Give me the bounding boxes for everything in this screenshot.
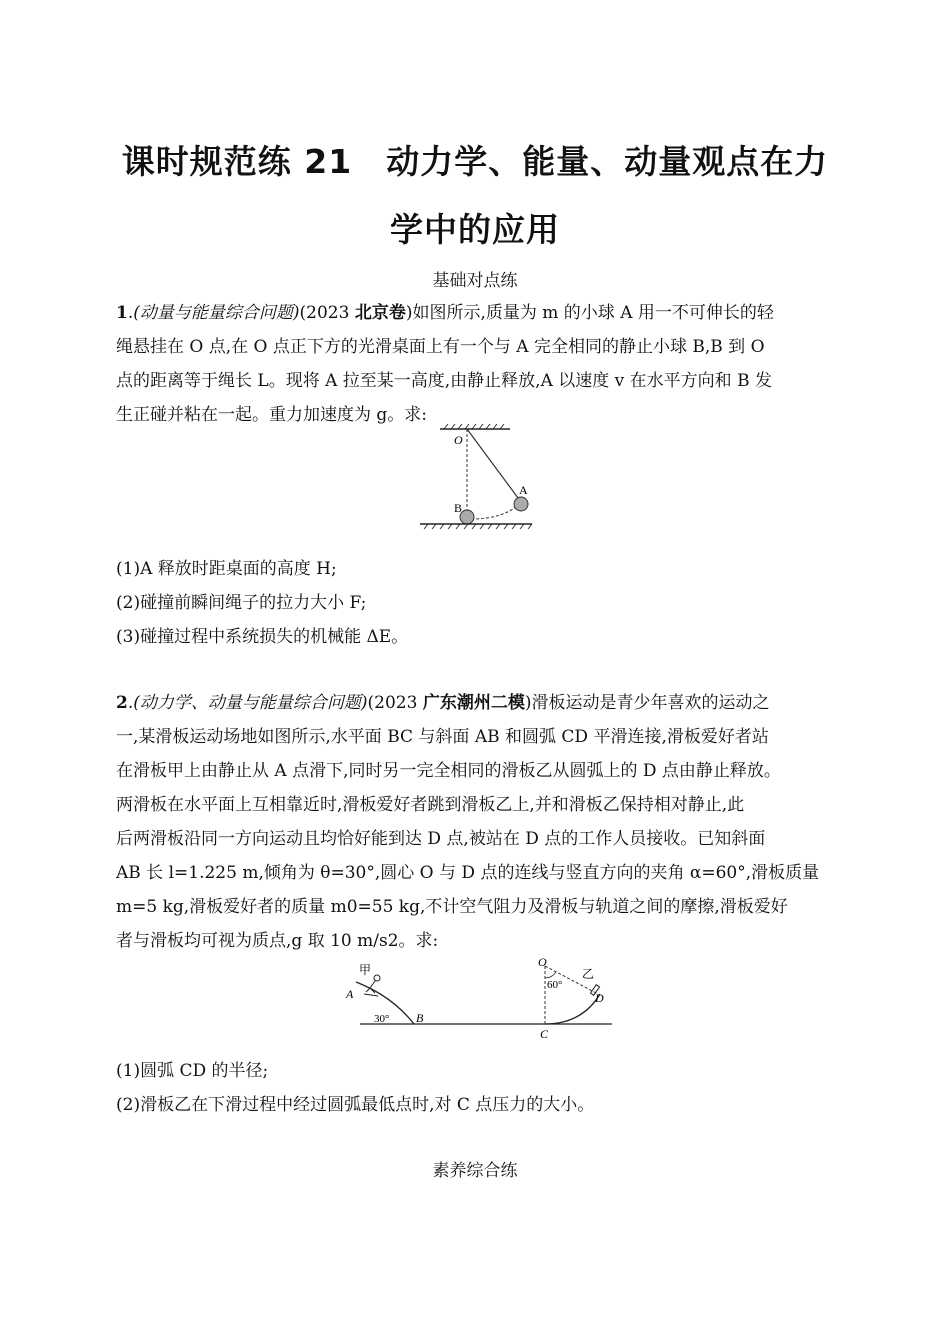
q1-number: 1	[116, 303, 128, 323]
label-c: C	[540, 1027, 549, 1041]
q1-line-1	[116, 298, 774, 323]
label-jia: 甲	[359, 963, 372, 977]
label-b: B	[454, 501, 463, 515]
label-b: B	[416, 1011, 424, 1025]
q1-line-4: 生正碰并粘在一起。重力加速度为 g。求:	[116, 405, 428, 425]
ball-b	[460, 510, 474, 524]
q2-line-2: 一,某滑板运动场地如图所示,水平面 BC 与斜面 AB 和圆弧 CD 平滑连接,滑板爱好者站	[116, 727, 769, 747]
q2-line-4: 两滑板在水平面上互相靠近时,滑板爱好者跳到滑板乙上,并和滑板乙保持相对静止,此	[116, 795, 745, 815]
label-a: A	[519, 483, 528, 497]
q1-sub-2: (2)碰撞前瞬间绳子的拉力大小 F;	[116, 593, 367, 613]
q2-sub-1: (1)圆弧 CD 的半径;	[116, 1061, 269, 1081]
q2-line-1-text: 滑板运动是青少年喜欢的运动之	[531, 693, 770, 713]
q1-source-close: )	[405, 303, 413, 323]
q1-line-2: 绳悬挂在 O 点,在 O 点正下方的光滑桌面上有一个与 A 完全相同的静止小球 B,B 到 O	[116, 337, 765, 357]
label-o: O	[538, 955, 547, 969]
q1-line-3: 点的距离等于绳长 L。现将 A 拉至某一高度,由静止释放,A 以速度 v 在水平方向和 B 发	[116, 371, 772, 391]
ball-a	[514, 497, 528, 511]
label-yi: 乙	[582, 967, 595, 981]
q2-source-open: (2023	[367, 693, 423, 713]
q2-line-1	[116, 688, 769, 713]
q2-line-3: 在滑板甲上由静止从 A 点滑下,同时另一完全相同的滑板乙从圆弧上的 D 点由静止释放。	[116, 761, 781, 781]
q2-tag: .(动力学、动量与能量综合问题)	[127, 693, 368, 713]
q2-skate-track-figure	[342, 952, 612, 1042]
q1-line-1-text: 如图所示,质量为 m 的小球 A 用一不可伸长的轻	[412, 303, 774, 323]
q2-source-close: )	[524, 693, 532, 713]
q2-line-7: m=5 kg,滑板爱好者的质量 m0=55 kg,不计空气阻力及滑板与轨道之间的摩擦,滑板爱好	[116, 897, 788, 917]
label-30deg: 30°	[374, 1013, 390, 1025]
q2-number: 2	[116, 693, 128, 713]
q2-sub-2: (2)滑板乙在下滑过程中经过圆弧最低点时,对 C 点压力的大小。	[116, 1095, 595, 1115]
label-60deg: 60°	[547, 979, 563, 991]
q1-source-open: (2023	[299, 303, 355, 323]
q2-source: 广东潮州二模	[422, 693, 525, 713]
q2-line-5: 后两滑板沿同一方向运动且均恰好能到达 D 点,被站在 D 点的工作人员接收。已知斜面	[116, 829, 766, 849]
page-title-line-1: 课时规范练 21 动力学、能量、动量观点在力	[121, 142, 829, 181]
label-o: O	[454, 433, 463, 447]
q1-pendulum-figure	[416, 424, 536, 534]
q2-line-8: 者与滑板均可视为质点,g 取 10 m/s2。求:	[116, 931, 439, 951]
q1-sub-3: (3)碰撞过程中系统损失的机械能 ΔE。	[116, 627, 409, 647]
q1-tag: .(动量与能量综合问题)	[127, 303, 300, 323]
label-d: D	[595, 991, 604, 1005]
section-heading-basic: 基础对点练	[432, 271, 518, 291]
q2-line-6: AB 长 l=1.225 m,倾角为 θ=30°,圆心 O 与 D 点的连线与竖直方向的夹角 α=60°,滑板质量	[116, 863, 820, 883]
page-title-line-2: 学中的应用	[390, 210, 560, 249]
q1-source: 北京卷	[354, 303, 406, 323]
section-heading-comprehensive: 素养综合练	[432, 1161, 518, 1181]
label-a: A	[346, 987, 354, 1001]
q1-sub-1: (1)A 释放时距桌面的高度 H;	[116, 559, 337, 579]
ceiling-hatch	[444, 424, 504, 429]
floor-hatch	[424, 524, 532, 529]
